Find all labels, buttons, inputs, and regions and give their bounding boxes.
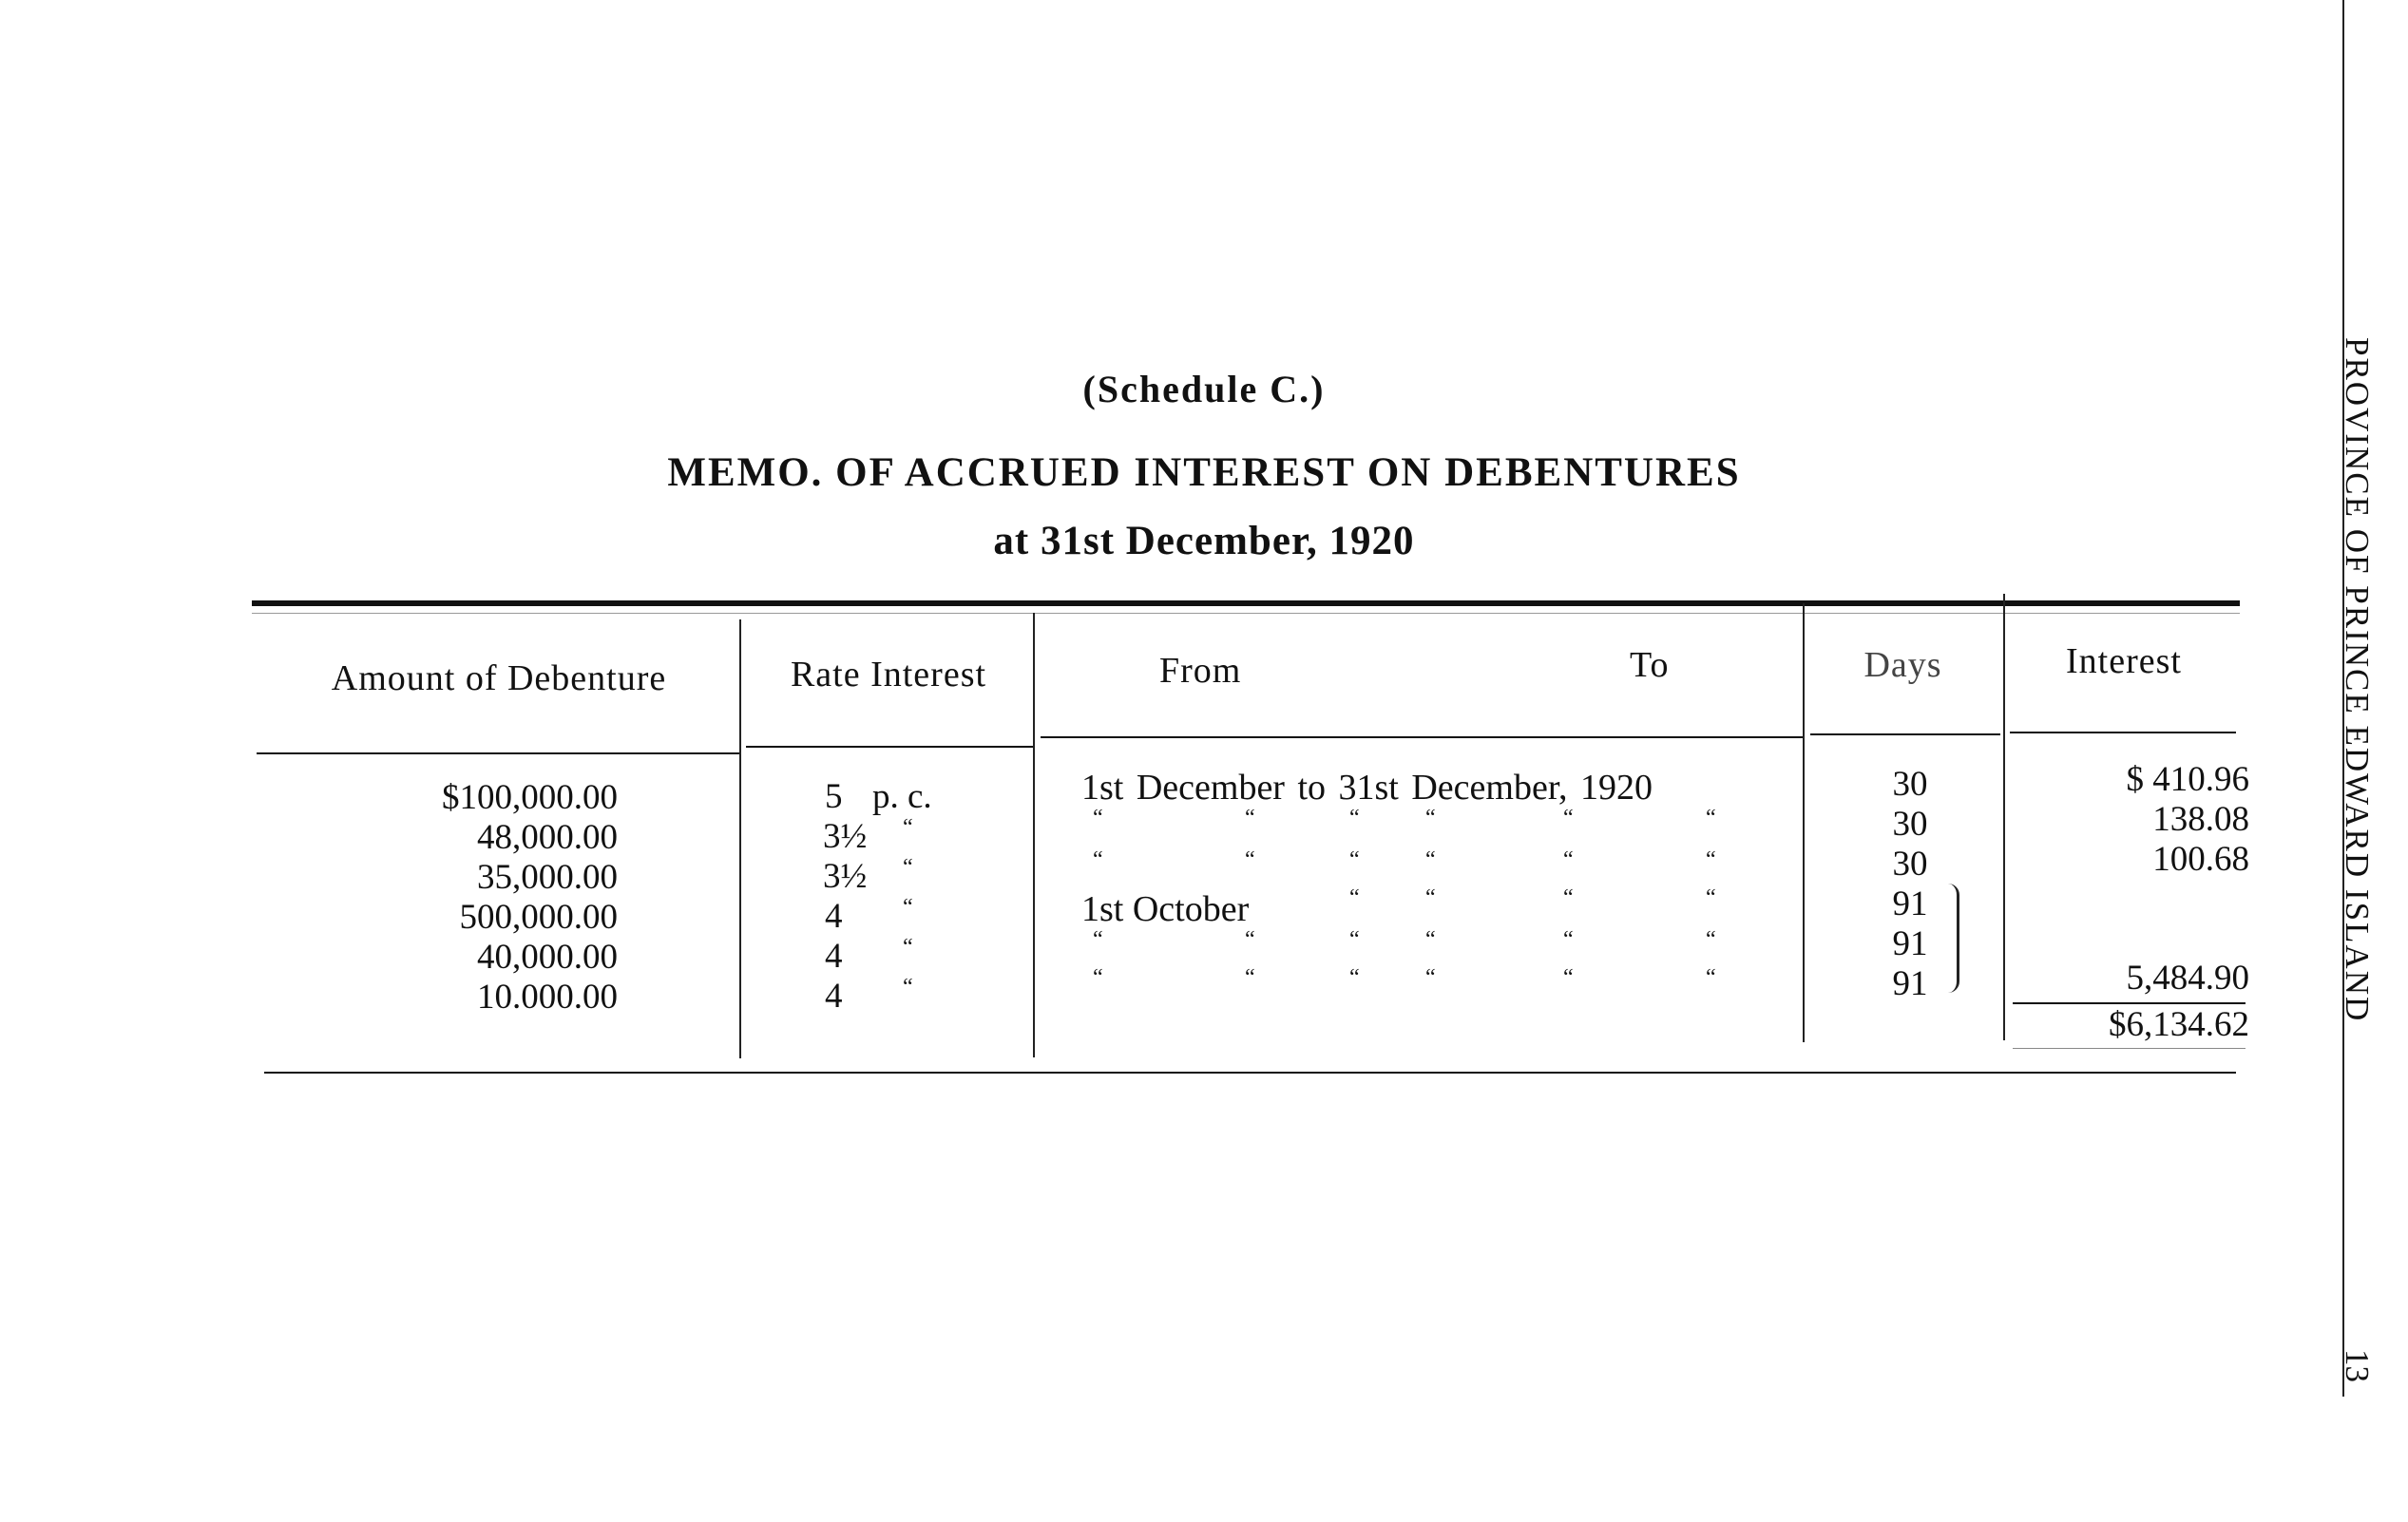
- ditto-mark: “: [1349, 806, 1361, 830]
- rate-number: 3½: [823, 857, 868, 896]
- amount-cell: 10.000.00: [477, 978, 618, 1017]
- column-divider-2: [1033, 613, 1035, 1057]
- rate-number: 4: [825, 897, 843, 936]
- header-underline-2: [746, 746, 1033, 748]
- column-divider-1: [739, 619, 741, 1058]
- ditto-mark: “: [1093, 927, 1104, 952]
- amount-cell: 500,000.00: [459, 898, 618, 937]
- ditto-mark: “: [1245, 806, 1256, 830]
- ditto-mark: “: [1349, 847, 1361, 872]
- table-top-rule-thin: [252, 613, 2240, 614]
- ditto-mark: “: [1349, 885, 1361, 910]
- ditto-mark: “: [1706, 847, 1717, 872]
- interest-cell: 138.08: [2152, 800, 2249, 839]
- schedule-label: (Schedule C.): [1082, 368, 1326, 410]
- table-bottom-rule: [264, 1072, 2236, 1074]
- interest-cell: $ 410.96: [2126, 760, 2249, 799]
- header-interest: Interest: [2066, 641, 2182, 681]
- ditto-mark: “: [1093, 806, 1104, 830]
- header-underline-3: [1041, 736, 1803, 738]
- header-underline-4: [1810, 733, 2000, 735]
- ditto-mark: “: [1563, 847, 1575, 872]
- days-cell: 91: [1892, 964, 1928, 1003]
- days-cell: 91: [1892, 885, 1928, 923]
- running-head: PROVINCE OF PRINCE EDWARD ISLAND: [2339, 337, 2376, 1023]
- rate-ditto: “: [903, 975, 914, 999]
- rate-number: 4: [825, 977, 843, 1016]
- column-divider-3: [1803, 603, 1805, 1042]
- from-to-text: 1st October: [1081, 889, 1250, 929]
- total-rule: [2013, 1002, 2246, 1004]
- ditto-mark: “: [1245, 965, 1256, 990]
- rate-number: 4: [825, 937, 843, 976]
- ditto-mark: “: [1706, 885, 1717, 910]
- from-to-text: 1st December to 31st December, 1920: [1081, 768, 1653, 808]
- memo-date: at 31st December, 1920: [993, 519, 1415, 563]
- header-amount: Amount of Debenture: [331, 658, 667, 698]
- ditto-mark: “: [1706, 927, 1717, 952]
- ditto-mark: “: [1425, 847, 1437, 872]
- amount-cell: 35,000.00: [477, 858, 618, 897]
- ditto-mark: “: [1349, 927, 1361, 952]
- table-top-rule: [252, 600, 2240, 606]
- column-divider-4: [2003, 594, 2005, 1040]
- ditto-mark: “: [1563, 965, 1575, 990]
- ditto-mark: “: [1245, 927, 1256, 952]
- header-to: To: [1630, 645, 1670, 685]
- ditto-mark: “: [1706, 806, 1717, 830]
- header-rate: Rate Interest: [790, 655, 987, 694]
- rate-ditto: “: [903, 855, 914, 880]
- amount-cell: $100,000.00: [442, 778, 618, 817]
- interest-total: $6,134.62: [2109, 1005, 2249, 1044]
- ditto-mark: “: [1563, 806, 1575, 830]
- ditto-mark: “: [1425, 885, 1437, 910]
- ditto-mark: “: [1706, 965, 1717, 990]
- header-from: From: [1159, 651, 1242, 691]
- interest-cell: 100.68: [2152, 840, 2249, 879]
- memo-title: MEMO. OF ACCRUED INTEREST ON DEBENTURES: [667, 450, 1741, 495]
- days-cell: 91: [1892, 924, 1928, 963]
- ditto-mark: “: [1425, 806, 1437, 830]
- ditto-mark: “: [1425, 965, 1437, 990]
- amount-cell: 48,000.00: [477, 818, 618, 857]
- ditto-mark: “: [1563, 885, 1575, 910]
- rate-number: 5: [825, 777, 843, 816]
- ditto-mark: “: [1093, 847, 1104, 872]
- rate-ditto: “: [903, 895, 914, 920]
- page-number: 13: [2339, 1349, 2376, 1382]
- days-cell: 30: [1892, 805, 1928, 844]
- days-cell: 30: [1892, 845, 1928, 884]
- header-underline-1: [257, 752, 739, 754]
- ditto-mark: “: [1425, 927, 1437, 952]
- rate-ditto: “: [903, 815, 914, 840]
- ditto-mark: “: [1093, 965, 1104, 990]
- rate-number: 3½: [823, 817, 868, 856]
- amount-cell: 40,000.00: [477, 938, 618, 977]
- header-underline-5: [2010, 732, 2236, 733]
- rate-unit: p. c.: [872, 777, 932, 816]
- days-cell: 30: [1892, 765, 1928, 804]
- ditto-mark: “: [1563, 927, 1575, 952]
- rate-ditto: “: [903, 935, 914, 960]
- ditto-mark: “: [1349, 965, 1361, 990]
- header-days: Days: [1863, 645, 1942, 685]
- total-underline: [2013, 1048, 2246, 1049]
- interest-cell: 5,484.90: [2126, 959, 2249, 998]
- ditto-mark: “: [1245, 847, 1256, 872]
- days-brace: [1947, 884, 1959, 993]
